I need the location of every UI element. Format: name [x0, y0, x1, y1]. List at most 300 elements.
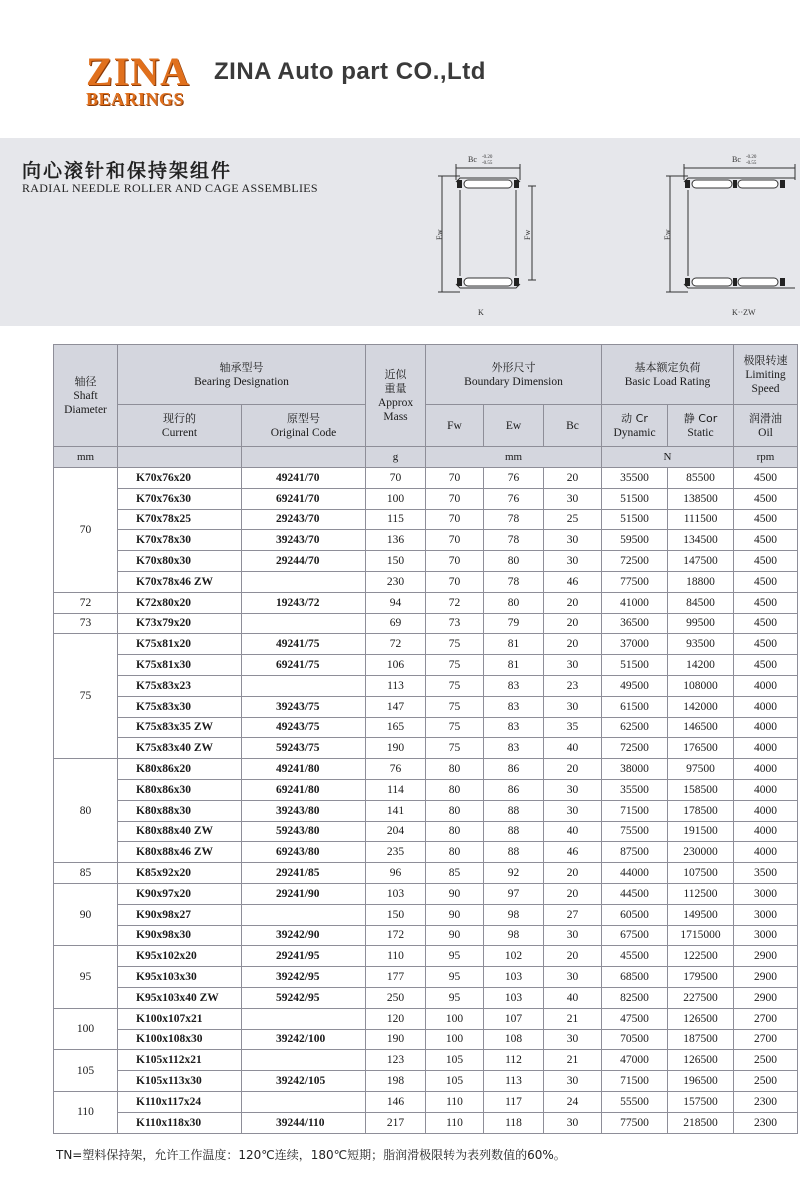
- original-code-cell: [242, 571, 366, 592]
- shaft-diameter-cell: 70: [54, 468, 118, 593]
- original-code-cell: [242, 613, 366, 634]
- static-load-cell: 99500: [668, 613, 734, 634]
- fw-header: Fw: [426, 405, 484, 447]
- approx-mass-header: 近似 重量 Approx Mass: [366, 345, 426, 447]
- table-row: [54, 738, 798, 759]
- original-unit: [242, 447, 366, 468]
- bc-cell: 21: [544, 1050, 602, 1071]
- bc-cell: 40: [544, 987, 602, 1008]
- static-load-cell: 108000: [668, 675, 734, 696]
- bc-cell: 23: [544, 675, 602, 696]
- oil-header: 润滑油 Oil: [734, 405, 798, 447]
- dynamic-load-cell: 82500: [602, 987, 668, 1008]
- dynamic-load-cell: 77500: [602, 571, 668, 592]
- fw-cell: 72: [426, 592, 484, 613]
- static-load-cell: 191500: [668, 821, 734, 842]
- dynamic-load-cell: 72500: [602, 551, 668, 572]
- static-load-cell: 179500: [668, 967, 734, 988]
- mass-cell: 217: [366, 1112, 426, 1133]
- oil-speed-cell: 4500: [734, 551, 798, 572]
- oil-speed-cell: 4500: [734, 530, 798, 551]
- mass-cell: 165: [366, 717, 426, 738]
- original-code-cell: 49241/70: [242, 468, 366, 489]
- shaft-diameter-cell: 85: [54, 863, 118, 884]
- original-code-cell: 29241/85: [242, 863, 366, 884]
- table-row: [54, 655, 798, 676]
- fw-cell: 80: [426, 821, 484, 842]
- static-load-cell: 196500: [668, 1071, 734, 1092]
- ew-cell: 103: [484, 987, 544, 1008]
- original-code-cell: 59242/95: [242, 987, 366, 1008]
- original-code-cell: [242, 1008, 366, 1029]
- table-row: [54, 592, 798, 613]
- dynamic-load-cell: 45500: [602, 946, 668, 967]
- bc-cell: 20: [544, 468, 602, 489]
- oil-speed-cell: 2700: [734, 1029, 798, 1050]
- dynamic-load-cell: 35500: [602, 468, 668, 489]
- ew-cell: 88: [484, 821, 544, 842]
- original-code-cell: 29244/70: [242, 551, 366, 572]
- bc-label: Bc: [468, 155, 477, 164]
- table-row: [54, 717, 798, 738]
- current-code-cell: K75x83x23: [118, 675, 242, 696]
- mass-cell: 110: [366, 946, 426, 967]
- mass-cell: 100: [366, 488, 426, 509]
- static-load-cell: 126500: [668, 1050, 734, 1071]
- current-code-cell: K90x97x20: [118, 883, 242, 904]
- fw-cell: 70: [426, 468, 484, 489]
- fw-cell: 75: [426, 696, 484, 717]
- fw-cell: 70: [426, 551, 484, 572]
- ew-cell: 92: [484, 863, 544, 884]
- original-code-cell: 69241/70: [242, 488, 366, 509]
- shaft-diameter-cell: 72: [54, 592, 118, 613]
- table-row: [54, 821, 798, 842]
- dynamic-load-cell: 55500: [602, 1091, 668, 1112]
- mass-cell: 70: [366, 468, 426, 489]
- current-code-cell: K72x80x20: [118, 592, 242, 613]
- ew-cell: 78: [484, 530, 544, 551]
- bearing-designation-header: 轴承型号 Bearing Designation: [118, 345, 366, 405]
- dynamic-load-cell: 87500: [602, 842, 668, 863]
- table-row: [54, 1091, 798, 1112]
- ew-cell: 97: [484, 883, 544, 904]
- bc-cell: 30: [544, 1029, 602, 1050]
- oil-speed-cell: 4500: [734, 509, 798, 530]
- static-load-cell: 218500: [668, 1112, 734, 1133]
- table-row: [54, 530, 798, 551]
- k-zw-caption: K··ZW: [732, 308, 756, 317]
- static-load-cell: 93500: [668, 634, 734, 655]
- dynamic-load-cell: 51500: [602, 655, 668, 676]
- fw-cell: 70: [426, 509, 484, 530]
- ew-cell: 76: [484, 488, 544, 509]
- oil-speed-cell: 2500: [734, 1050, 798, 1071]
- shaft-diameter-cell: 90: [54, 883, 118, 945]
- dynamic-load-cell: 36500: [602, 613, 668, 634]
- shaft-diameter-cell: 75: [54, 634, 118, 759]
- static-load-cell: 122500: [668, 946, 734, 967]
- bc-cell: 25: [544, 509, 602, 530]
- mass-cell: 120: [366, 1008, 426, 1029]
- oil-speed-cell: 4000: [734, 842, 798, 863]
- oil-speed-cell: 4500: [734, 468, 798, 489]
- original-code-cell: [242, 904, 366, 925]
- mass-cell: 172: [366, 925, 426, 946]
- oil-speed-cell: 4000: [734, 759, 798, 780]
- table-row: [54, 863, 798, 884]
- fw-cell: 90: [426, 925, 484, 946]
- mass-unit: g: [366, 447, 426, 468]
- bc-label: Bc: [732, 155, 741, 164]
- speed-unit: rpm: [734, 447, 798, 468]
- static-load-cell: 107500: [668, 863, 734, 884]
- static-load-cell: 112500: [668, 883, 734, 904]
- dynamic-load-cell: 35500: [602, 779, 668, 800]
- table-row: [54, 1008, 798, 1029]
- table-row: [54, 925, 798, 946]
- oil-speed-cell: 2900: [734, 967, 798, 988]
- original-code-cell: 69243/80: [242, 842, 366, 863]
- table-row: [54, 987, 798, 1008]
- dynamic-load-cell: 44000: [602, 863, 668, 884]
- mass-cell: 72: [366, 634, 426, 655]
- table-row: [54, 696, 798, 717]
- bc-cell: 30: [544, 1071, 602, 1092]
- k-caption: K: [478, 308, 484, 317]
- table-row: [54, 800, 798, 821]
- current-code-cell: K75x81x20: [118, 634, 242, 655]
- ew-cell: 79: [484, 613, 544, 634]
- table-row: [54, 842, 798, 863]
- current-code-cell: K110x118x30: [118, 1112, 242, 1133]
- mass-cell: 103: [366, 883, 426, 904]
- fw-cell: 70: [426, 571, 484, 592]
- static-load-cell: 126500: [668, 1008, 734, 1029]
- table-row: [54, 675, 798, 696]
- bearing-table-body: [54, 468, 798, 1134]
- dynamic-load-cell: 37000: [602, 634, 668, 655]
- ew-cell: 80: [484, 592, 544, 613]
- fw-cell: 73: [426, 613, 484, 634]
- current-code-cell: K70x78x30: [118, 530, 242, 551]
- oil-speed-cell: 4500: [734, 634, 798, 655]
- ew-cell: 118: [484, 1112, 544, 1133]
- oil-speed-cell: 4000: [734, 675, 798, 696]
- fw-cell: 80: [426, 779, 484, 800]
- original-code-cell: 49241/75: [242, 634, 366, 655]
- mass-cell: 141: [366, 800, 426, 821]
- section-title-en: RADIAL NEEDLE ROLLER AND CAGE ASSEMBLIES: [22, 181, 318, 195]
- oil-speed-cell: 2300: [734, 1112, 798, 1133]
- ew-cell: 113: [484, 1071, 544, 1092]
- bc-cell: 20: [544, 883, 602, 904]
- original-code-cell: 39242/100: [242, 1029, 366, 1050]
- current-code-cell: K75x81x30: [118, 655, 242, 676]
- current-code-cell: K105x112x21: [118, 1050, 242, 1071]
- fw-cell: 70: [426, 488, 484, 509]
- bc-cell: 20: [544, 863, 602, 884]
- current-code-cell: K110x117x24: [118, 1091, 242, 1112]
- static-header: 静 Cor Static: [668, 405, 734, 447]
- ew-cell: 88: [484, 800, 544, 821]
- mass-cell: 150: [366, 551, 426, 572]
- original-code-cell: 29243/70: [242, 509, 366, 530]
- mass-cell: 250: [366, 987, 426, 1008]
- ew-cell: 107: [484, 1008, 544, 1029]
- ew-cell: 83: [484, 696, 544, 717]
- oil-speed-cell: 3000: [734, 904, 798, 925]
- static-load-cell: 227500: [668, 987, 734, 1008]
- bc-cell: 30: [544, 925, 602, 946]
- shaft-diameter-cell: 105: [54, 1050, 118, 1092]
- fw-cell: 80: [426, 842, 484, 863]
- oil-speed-cell: 3000: [734, 883, 798, 904]
- k-zw-bearing-diagram: [660, 138, 800, 326]
- original-code-cell: 39242/95: [242, 967, 366, 988]
- oil-speed-cell: 2700: [734, 1008, 798, 1029]
- table-row: [54, 946, 798, 967]
- original-code-cell: 59243/75: [242, 738, 366, 759]
- original-code-cell: [242, 1091, 366, 1112]
- mass-cell: 76: [366, 759, 426, 780]
- ew-cell: 83: [484, 738, 544, 759]
- current-code-cell: K75x83x40 ZW: [118, 738, 242, 759]
- mass-cell: 94: [366, 592, 426, 613]
- bc-cell: 20: [544, 634, 602, 655]
- static-load-cell: 158500: [668, 779, 734, 800]
- original-code-cell: 19243/72: [242, 592, 366, 613]
- dimension-unit: mm: [426, 447, 602, 468]
- fw-cell: 95: [426, 967, 484, 988]
- ew-cell: 81: [484, 634, 544, 655]
- table-row: [54, 904, 798, 925]
- oil-speed-cell: 4000: [734, 779, 798, 800]
- mass-cell: 123: [366, 1050, 426, 1071]
- static-load-cell: 1715000: [668, 925, 734, 946]
- bc-cell: 30: [544, 967, 602, 988]
- current-code-cell: K95x103x30: [118, 967, 242, 988]
- dynamic-load-cell: 51500: [602, 488, 668, 509]
- dynamic-load-cell: 75500: [602, 821, 668, 842]
- fw-cell: 100: [426, 1008, 484, 1029]
- fw-cell: 90: [426, 883, 484, 904]
- table-row: [54, 883, 798, 904]
- oil-speed-cell: 4000: [734, 717, 798, 738]
- static-load-cell: 147500: [668, 551, 734, 572]
- fw-cell: 85: [426, 863, 484, 884]
- bc-cell: 30: [544, 655, 602, 676]
- shaft-diameter-header: 轴径 Shaft Diameter: [54, 345, 118, 447]
- dynamic-load-cell: 47500: [602, 1008, 668, 1029]
- oil-speed-cell: 2900: [734, 946, 798, 967]
- mass-cell: 190: [366, 1029, 426, 1050]
- logo-subtitle: BEARINGS: [86, 89, 185, 109]
- table-row: [54, 551, 798, 572]
- original-code-cell: 39243/75: [242, 696, 366, 717]
- oil-speed-cell: 4000: [734, 696, 798, 717]
- current-code-cell: K90x98x27: [118, 904, 242, 925]
- table-row: [54, 1050, 798, 1071]
- ew-cell: 108: [484, 1029, 544, 1050]
- ew-cell: 98: [484, 904, 544, 925]
- table-row: [54, 967, 798, 988]
- static-load-cell: 14200: [668, 655, 734, 676]
- dynamic-load-cell: 49500: [602, 675, 668, 696]
- mass-cell: 230: [366, 571, 426, 592]
- ew-cell: 83: [484, 717, 544, 738]
- current-code-cell: K90x98x30: [118, 925, 242, 946]
- bc-cell: 40: [544, 821, 602, 842]
- original-code-cell: 39243/80: [242, 800, 366, 821]
- bc-cell: 46: [544, 842, 602, 863]
- mass-cell: 113: [366, 675, 426, 696]
- bc-cell: 20: [544, 759, 602, 780]
- mass-cell: 190: [366, 738, 426, 759]
- oil-speed-cell: 2300: [734, 1091, 798, 1112]
- load-unit: N: [602, 447, 734, 468]
- mass-cell: 147: [366, 696, 426, 717]
- mass-cell: 106: [366, 655, 426, 676]
- bc-cell: 20: [544, 946, 602, 967]
- static-load-cell: 18800: [668, 571, 734, 592]
- mass-cell: 146: [366, 1091, 426, 1112]
- fw-cell: 105: [426, 1071, 484, 1092]
- current-code-cell: K80x88x46 ZW: [118, 842, 242, 863]
- fw-cell: 75: [426, 675, 484, 696]
- dynamic-load-cell: 72500: [602, 738, 668, 759]
- table-row: [54, 779, 798, 800]
- current-code-cell: K85x92x20: [118, 863, 242, 884]
- original-code-cell: 69241/75: [242, 655, 366, 676]
- static-load-cell: 97500: [668, 759, 734, 780]
- bc-cell: 24: [544, 1091, 602, 1112]
- oil-speed-cell: 4500: [734, 592, 798, 613]
- bc-tolerance-top: -0.20: [482, 155, 493, 160]
- shaft-unit: mm: [54, 447, 118, 468]
- fw-cell: 75: [426, 717, 484, 738]
- current-code-cell: K95x103x40 ZW: [118, 987, 242, 1008]
- original-code-cell: 39242/105: [242, 1071, 366, 1092]
- current-code-cell: K95x102x20: [118, 946, 242, 967]
- boundary-dimension-header: 外形尺寸 Boundary Dimension: [426, 345, 602, 405]
- oil-speed-cell: 4500: [734, 488, 798, 509]
- fw-cell: 80: [426, 800, 484, 821]
- ew-label: Ew: [435, 229, 444, 240]
- oil-speed-cell: 4000: [734, 821, 798, 842]
- dynamic-load-cell: 59500: [602, 530, 668, 551]
- current-code-cell: K70x76x30: [118, 488, 242, 509]
- static-load-cell: 85500: [668, 468, 734, 489]
- original-code-header: 原型号 Original Code: [242, 405, 366, 447]
- shaft-diameter-cell: 80: [54, 759, 118, 863]
- ew-cell: 78: [484, 509, 544, 530]
- static-load-cell: 157500: [668, 1091, 734, 1112]
- current-code-cell: K70x78x46 ZW: [118, 571, 242, 592]
- table-row: [54, 1071, 798, 1092]
- dynamic-load-cell: 70500: [602, 1029, 668, 1050]
- ew-cell: 86: [484, 759, 544, 780]
- bc-cell: 30: [544, 696, 602, 717]
- current-code-cell: K100x108x30: [118, 1029, 242, 1050]
- ew-cell: 80: [484, 551, 544, 572]
- ew-cell: 86: [484, 779, 544, 800]
- bc-cell: 40: [544, 738, 602, 759]
- mass-cell: 115: [366, 509, 426, 530]
- current-code-cell: K70x78x25: [118, 509, 242, 530]
- original-code-cell: [242, 1050, 366, 1071]
- fw-cell: 110: [426, 1091, 484, 1112]
- bearing-table: [53, 344, 798, 1134]
- bc-cell: 30: [544, 551, 602, 572]
- logo-wordmark: ZINA: [86, 49, 191, 94]
- current-code-cell: K80x88x40 ZW: [118, 821, 242, 842]
- current-code-cell: K73x79x20: [118, 613, 242, 634]
- ew-cell: 98: [484, 925, 544, 946]
- fw-label: Fw: [523, 229, 532, 240]
- current-code-cell: K105x113x30: [118, 1071, 242, 1092]
- bc-cell: 35: [544, 717, 602, 738]
- dynamic-load-cell: 61500: [602, 696, 668, 717]
- section-title-cn: 向心滚针和保持架组件: [22, 160, 233, 182]
- bc-cell: 20: [544, 592, 602, 613]
- original-code-cell: 49243/75: [242, 717, 366, 738]
- original-code-cell: [242, 675, 366, 696]
- dynamic-load-cell: 67500: [602, 925, 668, 946]
- shaft-diameter-cell: 95: [54, 946, 118, 1008]
- oil-speed-cell: 4500: [734, 571, 798, 592]
- table-row: [54, 634, 798, 655]
- ew-cell: 102: [484, 946, 544, 967]
- oil-speed-cell: 2900: [734, 987, 798, 1008]
- fw-cell: 95: [426, 946, 484, 967]
- static-load-cell: 187500: [668, 1029, 734, 1050]
- ew-header: Ew: [484, 405, 544, 447]
- table-row: [54, 468, 798, 489]
- bc-header: Bc: [544, 405, 602, 447]
- bearing-table-container: [53, 344, 797, 1134]
- mass-cell: 114: [366, 779, 426, 800]
- oil-speed-cell: 4500: [734, 613, 798, 634]
- dynamic-load-cell: 38000: [602, 759, 668, 780]
- fw-cell: 75: [426, 634, 484, 655]
- current-code-cell: K75x83x35 ZW: [118, 717, 242, 738]
- fw-cell: 75: [426, 655, 484, 676]
- table-row: [54, 1112, 798, 1133]
- table-row: [54, 509, 798, 530]
- current-unit: [118, 447, 242, 468]
- dynamic-load-cell: 77500: [602, 1112, 668, 1133]
- current-code-cell: K80x88x30: [118, 800, 242, 821]
- bc-cell: 30: [544, 800, 602, 821]
- original-code-cell: 49241/80: [242, 759, 366, 780]
- ew-cell: 83: [484, 675, 544, 696]
- footnote: TN=塑料保持架，允许工作温度：120℃连续，180℃短期；脂润滑极限转为表列数值的60%。: [56, 1148, 566, 1162]
- static-load-cell: 134500: [668, 530, 734, 551]
- fw-cell: 110: [426, 1112, 484, 1133]
- table-row: [54, 613, 798, 634]
- bc-cell: 30: [544, 530, 602, 551]
- mass-cell: 150: [366, 904, 426, 925]
- mass-cell: 96: [366, 863, 426, 884]
- ew-cell: 117: [484, 1091, 544, 1112]
- original-code-cell: 39243/70: [242, 530, 366, 551]
- basic-load-rating-header: 基本额定负荷 Basic Load Rating: [602, 345, 734, 405]
- original-code-cell: 39242/90: [242, 925, 366, 946]
- oil-speed-cell: 3000: [734, 925, 798, 946]
- static-load-cell: 138500: [668, 488, 734, 509]
- current-code-cell: K75x83x30: [118, 696, 242, 717]
